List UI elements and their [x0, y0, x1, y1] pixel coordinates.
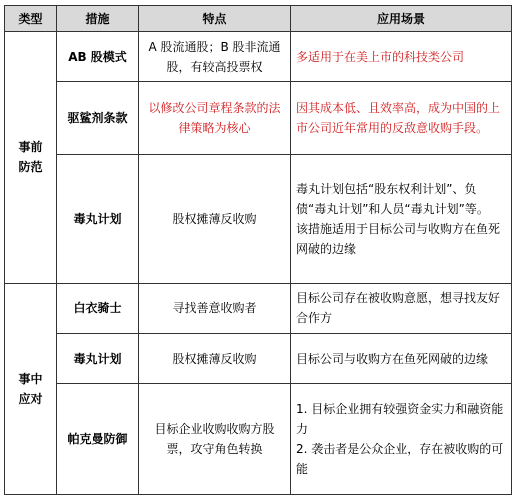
measure-cell: 驱鲨剂条款	[57, 82, 139, 154]
group-label-during	[5, 283, 57, 494]
measure-cell: 毒丸计划	[57, 333, 139, 383]
table-row	[5, 32, 512, 82]
scenario-line: 目标公司与收购方在鱼死网破的边缘	[296, 351, 489, 366]
table-row	[5, 333, 512, 383]
group-label-pre-text: 事前防范	[18, 140, 43, 175]
feature-cell: A 股流通股；B 股非流通股，有较高投票权	[139, 32, 291, 82]
scenario-cell	[291, 333, 512, 383]
scenario-cell	[291, 283, 512, 333]
measure-cell: 帕克曼防御	[57, 384, 139, 495]
scenario-line: 目标公司存在被收购意愿，想寻找友好合作方	[296, 291, 501, 326]
measure-cell: 毒丸计划	[57, 154, 139, 283]
feature-cell: 股权摊薄反收购	[139, 154, 291, 283]
scenario-line: 2. 袭击者是公众企业，存在被收购的可能	[296, 442, 504, 477]
defense-measures-table	[4, 5, 512, 495]
scenario-line: 1. 目标企业拥有较强资金实力和融资能力	[296, 402, 504, 437]
scenario-cell	[291, 82, 512, 154]
table-row	[5, 154, 512, 283]
scenario-cell	[291, 32, 512, 82]
table-row	[5, 82, 512, 154]
header-type: 类型	[5, 6, 57, 32]
measure-cell: AB 股模式	[57, 32, 139, 82]
scenario-line: 毒丸计划包括“股东权利计划”、负债“毒丸计划”和人员“毒丸计划”等。	[296, 181, 489, 216]
table-row	[5, 283, 512, 333]
group-label-during-text: 事中应对	[18, 371, 43, 406]
header-row	[5, 6, 512, 32]
header-measure: 措施	[57, 6, 139, 32]
scenario-cell	[291, 154, 512, 283]
feature-cell: 寻找善意收购者	[139, 283, 291, 333]
feature-cell: 以修改公司章程条款的法律策略为核心	[139, 82, 291, 154]
table-row	[5, 384, 512, 495]
feature-cell: 股权摊薄反收购	[139, 333, 291, 383]
scenario-cell	[291, 384, 512, 495]
measure-cell: 白衣骑士	[57, 283, 139, 333]
header-feature: 特点	[139, 6, 291, 32]
header-scenario: 应用场景	[291, 6, 512, 32]
scenario-line: 多适用于在美上市的科技类公司	[296, 49, 465, 64]
group-label-pre	[5, 32, 57, 284]
feature-cell: 目标企业收购收购方股票，攻守角色转换	[139, 384, 291, 495]
scenario-line: 该措施适用于目标公司与收购方在鱼死网破的边缘	[296, 221, 501, 256]
scenario-line: 因其成本低、且效率高，成为中国的上市公司近年常用的反敌意收购手段。	[296, 101, 501, 136]
